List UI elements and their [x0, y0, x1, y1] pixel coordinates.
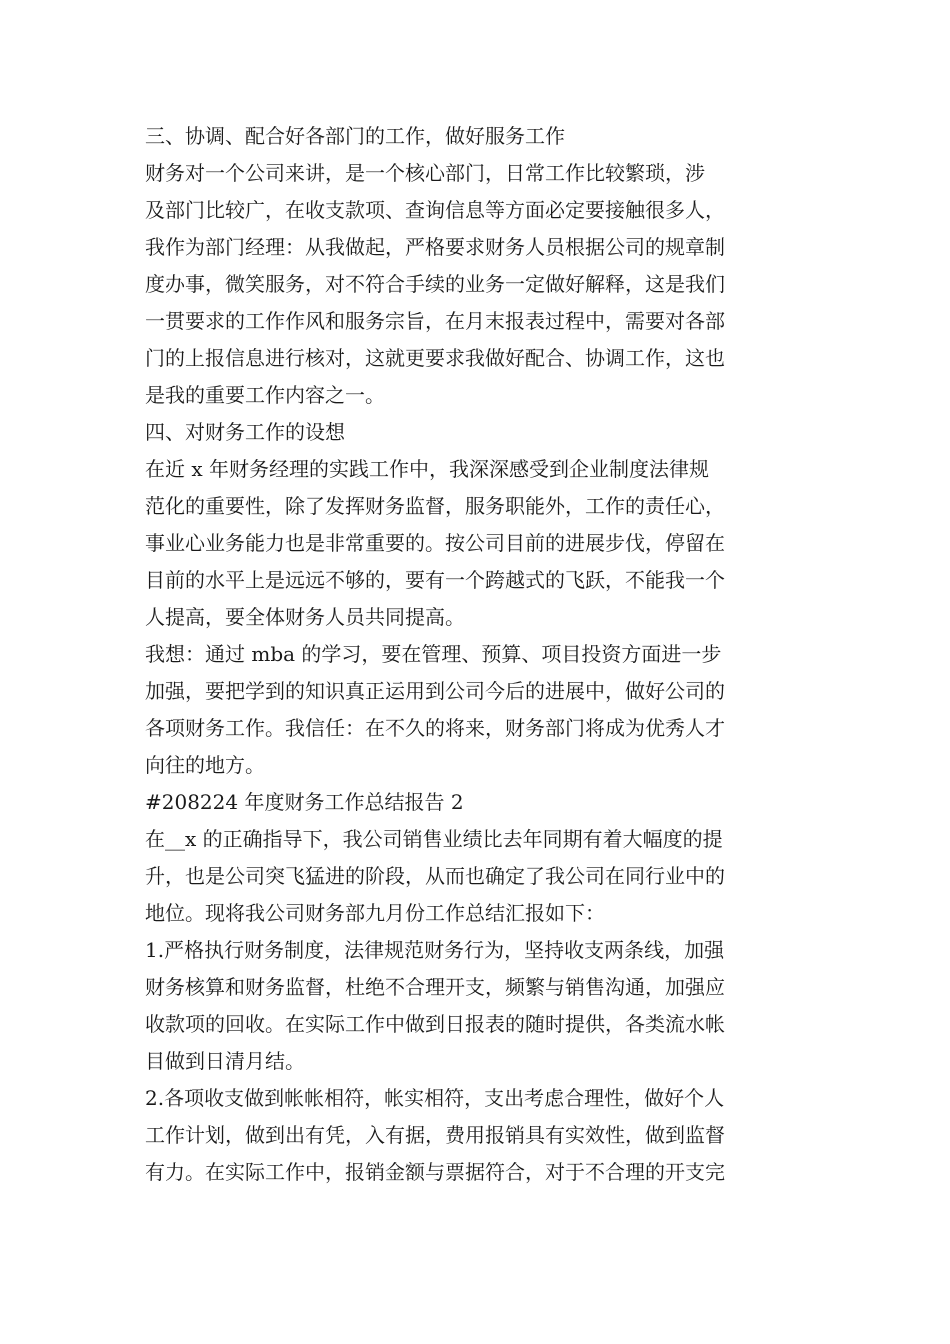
paragraph-line: 及部门比较广，在收支款项、查询信息等方面必定要接触很多人，	[145, 198, 725, 222]
paragraph-line: 向往的地方。	[145, 753, 265, 777]
paragraph-line: 升，也是公司突飞猛进的阶段，从而也确定了我公司在同行业中的	[145, 864, 725, 888]
paragraph-line: 加强，要把学到的知识真正运用到公司今后的进展中，做好公司的	[145, 679, 725, 703]
section-heading-vision: 四、对财务工作的设想	[145, 420, 345, 444]
paragraph-line: 人提高，要全体财务人员共同提高。	[145, 605, 465, 629]
list-item-line: 目做到日清月结。	[145, 1049, 305, 1073]
list-item-line: 收款项的回收。在实际工作中做到日报表的随时提供，各类流水帐	[145, 1012, 725, 1036]
paragraph-line: 财务对一个公司来讲，是一个核心部门，日常工作比较繁琐，涉	[145, 161, 705, 185]
list-item-line: 1.严格执行财务制度，法律规范财务行为，坚持收支两条线，加强	[145, 938, 725, 962]
paragraph-line: 一贯要求的工作作风和服务宗旨，在月末报表过程中，需要对各部	[145, 309, 725, 333]
paragraph-line: 事业心业务能力也是非常重要的。按公司目前的进展步伐，停留在	[145, 531, 725, 555]
section-heading-coordination: 三、协调、配合好各部门的工作，做好服务工作	[145, 124, 565, 148]
list-item-line: 财务核算和财务监督，杜绝不合理开支，频繁与销售沟通，加强应	[145, 975, 725, 999]
list-item-line: 有力。在实际工作中，报销金额与票据符合，对于不合理的开支完	[145, 1160, 725, 1184]
paragraph-line: 度办事，微笑服务，对不符合手续的业务一定做好解释，这是我们	[145, 272, 725, 296]
paragraph-line: 门的上报信息进行核对，这就更要求我做好配合、协调工作，这也	[145, 346, 725, 370]
paragraph-line: 我作为部门经理：从我做起，严格要求财务人员根据公司的规章制	[145, 235, 725, 259]
paragraph-line: 在近 x 年财务经理的实践工作中，我深深感受到企业制度法律规	[145, 457, 709, 481]
paragraph-line: 各项财务工作。我信任：在不久的将来，财务部门将成为优秀人才	[145, 716, 725, 740]
paragraph-line: 地位。现将我公司财务部九月份工作总结汇报如下：	[145, 901, 605, 925]
paragraph-line: 是我的重要工作内容之一。	[145, 383, 385, 407]
list-item-line: 2.各项收支做到帐帐相符，帐实相符，支出考虑合理性，做好个人	[145, 1086, 725, 1110]
paragraph-line: 我想：通过 mba 的学习，要在管理、预算、项目投资方面进一步	[145, 642, 722, 666]
paragraph-line: 范化的重要性，除了发挥财务监督，服务职能外，工作的责任心，	[145, 494, 725, 518]
paragraph-line: 在__x 的正确指导下，我公司销售业绩比去年同期有着大幅度的提	[145, 827, 723, 851]
report-title: #208224 年度财务工作总结报告 2	[145, 790, 464, 814]
list-item-line: 工作计划，做到出有凭，入有据，费用报销具有实效性，做到监督	[145, 1123, 725, 1147]
paragraph-line: 目前的水平上是远远不够的，要有一个跨越式的飞跃，不能我一个	[145, 568, 725, 592]
